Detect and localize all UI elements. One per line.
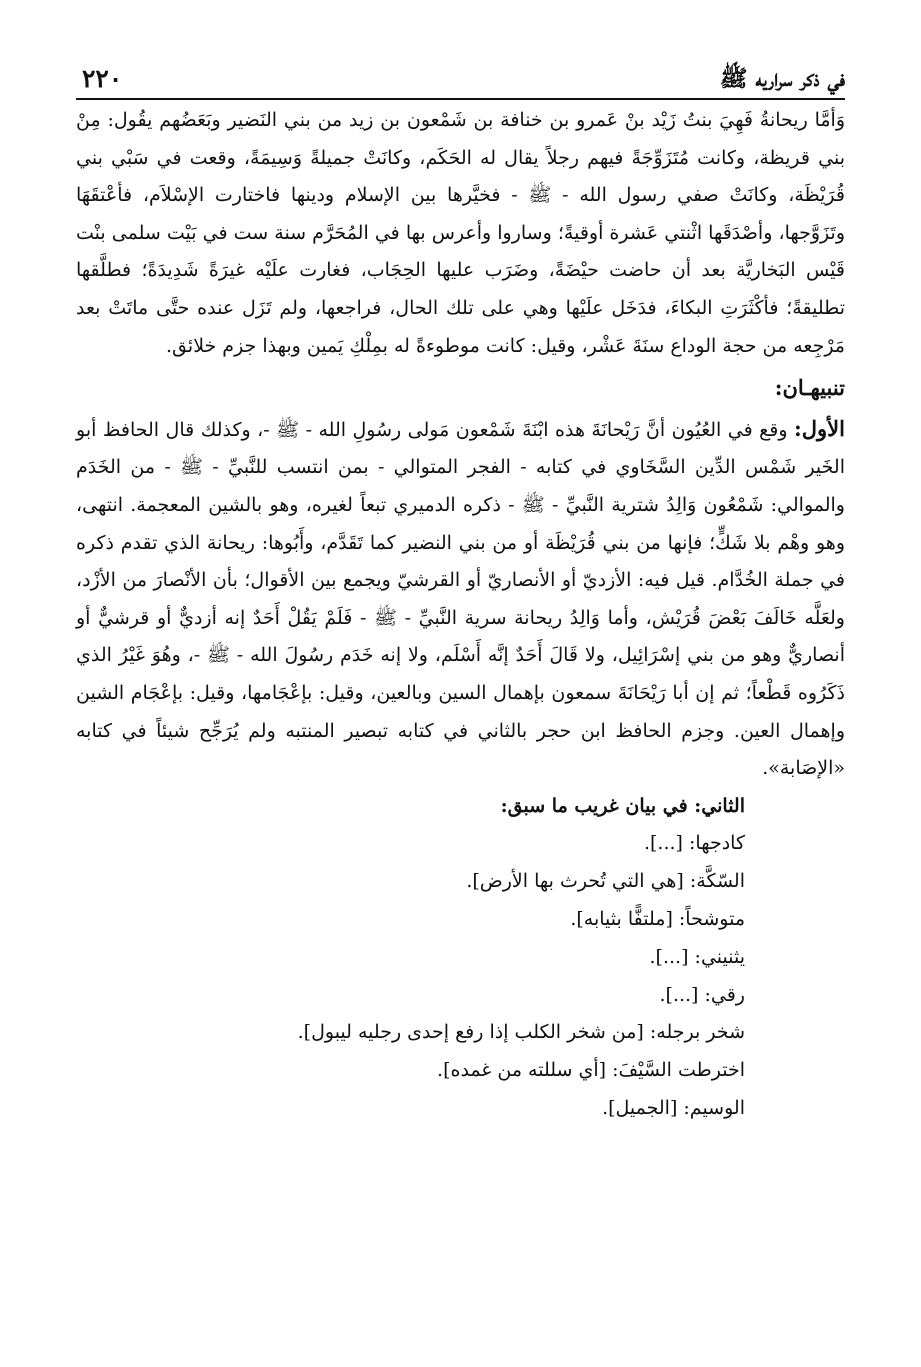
first-note-label: الأول:	[794, 415, 845, 441]
glossary-item: متوشحاً: [ملتفًّا بثيابه].	[570, 908, 745, 931]
glossary-item: اخترطت السَّيْفَ: [أي سللته من غمده].	[437, 1059, 745, 1082]
intro-paragraph: وَأمَّا ريحانةُ فَهِيَ بنتُ زَيْد بنْ عَمرو بن خنافة بن شَمْعون بن زيد من بني النَضير وبَعَضُهم يقُول: مِنْ بني قريظة، وكانت مُتَزَوِّجَةً فيهم رجلاً يقال له الحَكَم، وكانَتْ جميلةً وَسِيمَةً، وقعت في سَبْي بني قُرَيْظَة، وكانَتْ صفي رسول الله - ﷺ - فخيَّرها بين الإسلام ودينها فاختارت الإسْلاَم، فأعْتقَهَا وتَزَوَّجها، وأصْدَقَها اثْنتي عَشرة أوقيةً؛ وساروا وأعرس بها في المُحَرَّم سنة ست في بَيْت سلمى بنْت قَيْس البَخاريَّة بعد أن حاضت حيْضَةً، وضَرَب عليها الحِجَاب، فغارت علَيْه غيرَةً شَدِيدَةً؛ فطلَّقها تطليقةً؛ فأكْثَرَتِ البكاءَ، فدَخَل علَيْها وهي على تلك الحال، فراجعها، ولم تَزَل عنده حتَّى ماتَتْ بعد مَرْجِعه من حجة الوداع سنَةَ عَشْر، وقيل: كانت موطوءةً له بمِلْكِ يَمين وبهذا جزم خلائق.	[76, 109, 845, 357]
second-note-heading: الثاني: في بيان غريب ما سبق:	[500, 794, 745, 817]
first-note-paragraph	[76, 410, 845, 788]
glossary-item: رقي: [...].	[659, 983, 745, 1006]
glossary-item: شخر برجله: [من شخر الكلب إذا رفع إحدى رجليه ليبول].	[297, 1021, 745, 1044]
notes-heading: تنبيهـان:	[774, 375, 845, 401]
page-number: ٢٢٠	[82, 64, 123, 93]
page-body	[76, 102, 845, 1128]
glossary-item: يثنيني: [...].	[649, 945, 745, 968]
glossary-item: السّكَّة: [هي التي تُحرث بها الأرض].	[466, 870, 745, 893]
running-title: في ذكر سراريه ﷺ	[719, 65, 845, 92]
glossary-item: كادجها: [...].	[643, 832, 745, 855]
first-note-text: وقع في العُيُون أنَّ رَيْحانَةَ هذه ابْنَةَ شَمْعون مَولى رسُولِ الله - ﷺ -، وكذلك قال الحافظ أبو الخَير شَمْس الدِّين السَّخَاوي في كتابه - الفجر المتوالي - بمن انتسب للنَّبيِّ - ﷺ - من الخَدَم والموالي: شَمْعُون وَالِدُ شترية النَّبيِّ - ﷺ - ذكره الدميري تبعاً لغيره، وهو بالشين المعجمة. انتهى، وهو وهْم بلا شَكٍّ؛ فإنها من بني قُرَيْظَة أو من بني النضير كما تَقَدَّم، وأَبُوها: ريحانة الذي تقدم ذكره في جملة الخُدَّام. قيل فيه: الأزديّ أو الأنصاريّ أو القرشيّ ويجمع بين الأقوال؛ بأن الأنْصارَ من الأزْد، ولعَلَّه خَالَفَ بَعْضَ قُرَيْش، وأما وَالِدُ ريحانة سرية النَّبيِّ - ﷺ - فَلَمْ يَقُلْ أَحَدٌ إنه أزديٌّ أو قرشيٌّ أو أنصاريٌّ وهو من بني إسْرَائِيل، ولا قَالَ أَحَدٌ إنَّه أَسْلَم، ولا إنه خَدَم رسُولَ الله - ﷺ -، وهُوَ غَيْرُ الذي ذَكَرُوه قَطْعاً؛ ثم إن أبا رَيْحَانَةَ سمعون بإهمال السين وبالعين، وقيل: بإعْجَامها، وقيل: بإعْجَام الشين وإهمال العين. وجزم الحافظ ابن حجر بالثاني في كتابه تبصير المنتبه ولم يُرَجِّح شيئاً في كتابه «الإصَابة».	[76, 418, 845, 780]
page-header	[76, 62, 845, 100]
glossary-item: الوسيم: [الجميل].	[602, 1097, 745, 1120]
